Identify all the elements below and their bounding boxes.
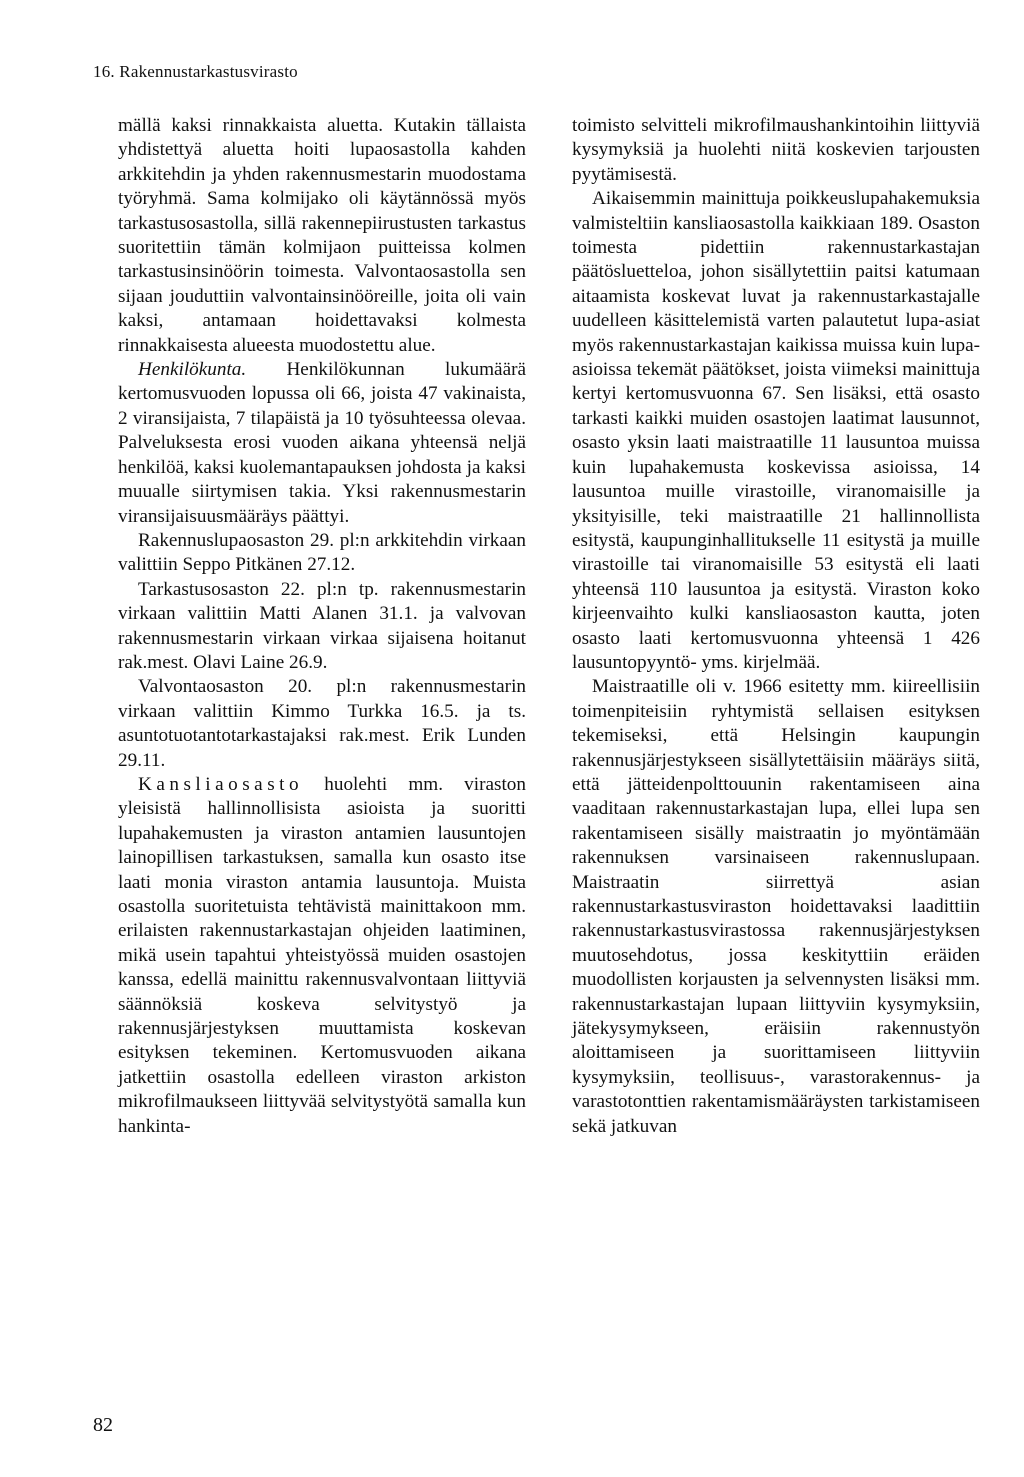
paragraph-left-3: Rakennuslupaosaston 29. pl:n arkkitehdin virkaan valittiin Seppo Pitkänen 27.12.: [118, 529, 526, 576]
paragraph-personnel: [118, 358, 526, 529]
paragraph-left-1: mällä kaksi rinnakkaista aluetta. Kutakin tällaista yhdistettyä aluetta hoiti lupaosastolla kahden arkkitehdin ja yhden rakennusmestarin muodostama työryhmä. Sama kolmijako oli käytännössä myös tarkastusosastolla, sillä rakennepiirustusten tarkastus suoritettiin tämän kolmijaon puitteissa kolmen tarkastusinsinöörin toimesta. Valvontaosastolla sen sijaan jouduttiin valvontainsinööreille, joita oli vain kaksi, antamaan hoidettavaksi kolmesta rinnakkaisesta alueesta muodostettu alue.: [118, 115, 526, 356]
paragraph-right-1: toimisto selvitteli mikrofilmaushankintoihin liittyviä kysymyksiä ja huolehti niitä koskevien tarjousten pyytämisestä.: [572, 115, 980, 185]
chancery-heading: Kansliaosasto: [138, 773, 304, 795]
running-head: 16. Rakennustarkastusvirasto: [93, 62, 298, 81]
paragraph-chancery: [118, 773, 526, 1139]
page-number: 82: [93, 1414, 113, 1436]
personnel-text: Henkilökunnan lukumäärä kertomusvuoden lopussa oli 66, joista 47 vakinaista, 2 viransijaista, 7 tilapäistä ja 10 työsuhteessa olevaa. Palveluksesta erosi vuoden aikana yhteensä neljä henkilöä, kaksi kuolemantapauksen johdosta ja kaksi muualle siirtymisen takia. Yksi rakennusmestarin viransijaisuusmääräys päättyi.: [118, 359, 526, 527]
paragraph-right-2: Aikaisemmin mainittuja poikkeuslupahakemuksia valmisteltiin kansliaosastolla kaikkiaan 189. Osaston toimesta pidettiin rakennustarkastajan päätösluetteloa, johon sisällytettiin paitsi katumaan aitaamista koskevat luvat ja rakennustarkastajalle uudelleen käsittelemistä varten palautetut lupa-asiat myös rakennustarkastajan kaikissa muissa kuin lupa-asioissa tekemät päätökset, joista viimeksi mainittuja kertyi kertomusvuonna 67. Sen lisäksi, että osasto tarkasti kaikki muiden osastojen laatimat lausunnot, osasto yksin laati maistraatille 11 lausuntoa muissa kuin lupahakemusta koskevissa asioissa, 14 lausuntoa muille virastoille, viranomaisille ja yksityisille, teki maistraatille 21 hallinnollista esitystä, kaupunginhallitukselle 11 esitystä ja muille virastoille tai viranomaisille 53 esitystä eli laati yhteensä 110 lausuntoa ja esitystä. Viraston koko kirjeenvaihto kulki kansliaosaston kautta, joten osasto laati kertomusvuonna yhteensä 1 426 lausuntopyyntö- yms. kirjelmää.: [572, 188, 980, 673]
right-column: [572, 114, 980, 1139]
left-column: [118, 114, 526, 1139]
chancery-text: huolehti mm. viraston yleisistä hallinnollisista asioista ja suoritti lupahakemusten ja viraston antamien lausuntojen lainopillisen tarkastuksen, samalla kun osasto itse laati monia viraston antamia lausuntoja. Muista osastolla suoritetuista tehtävistä mainittakoon mm. erilaisten rakennustarkastajan ohjeiden laatiminen, mikä usein tapahtui yhteistyössä muiden osastojen kanssa, edellä mainittu rakennusvalvontaan liittyviä säännöksiä koskeva selvitystyö ja rakennusjärjestyksen muuttamista koskevan esityksen tekeminen. Kertomusvuoden aikana jatkettiin osastolla edelleen viraston arkiston mikrofilmaukseen liittyvää selvitystyötä samalla kun hankinta-: [118, 773, 526, 1137]
paragraph-left-5: Valvontaosaston 20. pl:n rakennusmestarin virkaan valittiin Kimmo Turkka 16.5. ja ts. asuntotuotantotarkastajaksi rak.mest. Erik Lunden 29.11.: [118, 676, 526, 771]
paragraph-left-4: Tarkastusosaston 22. pl:n tp. rakennusmestarin virkaan valittiin Matti Alanen 31.1. ja valvovan rakennusmestarin virkaan virkaa sijaisena hoitanut rak.mest. Olavi Laine 26.9.: [118, 578, 526, 673]
personnel-heading: Henkilökunta.: [138, 359, 247, 381]
paragraph-right-3: Maistraatille oli v. 1966 esitetty mm. kiireellisiin toimenpiteisiin ryhtymistä sellaisen esityksen tekemiseksi, että Helsingin kaupungin rakennusjärjestykseen sisällytettäisiin määräys siitä, että jätteidenpolttouunin rakentamiseen aina vaaditaan rakennustarkastajan lupa, ellei lupa sen rakentamiseen sisälly maistraatin jo myöntämään rakennuksen varsinaiseen rakennuslupaan. Maistraatin siirrettyä asian rakennustarkastusviraston hoidettavaksi laadittiin rakennustarkastusvirastossa rakennusjärjestyksen muutosehdotus, jossa keskityttiin eräiden muodollisten korjausten ja selvennysten lisäksi mm. rakennustarkastajan lupaan liittyviin kysymyksiin, jätekysymykseen, eräisiin rakennustyön aloittamiseen ja suorittamiseen liittyviin kysymyksiin, teollisuus-, varastorakennus- ja varastotonttien rakentamismääräysten tarkistamiseen sekä jatkuvan: [572, 676, 980, 1137]
